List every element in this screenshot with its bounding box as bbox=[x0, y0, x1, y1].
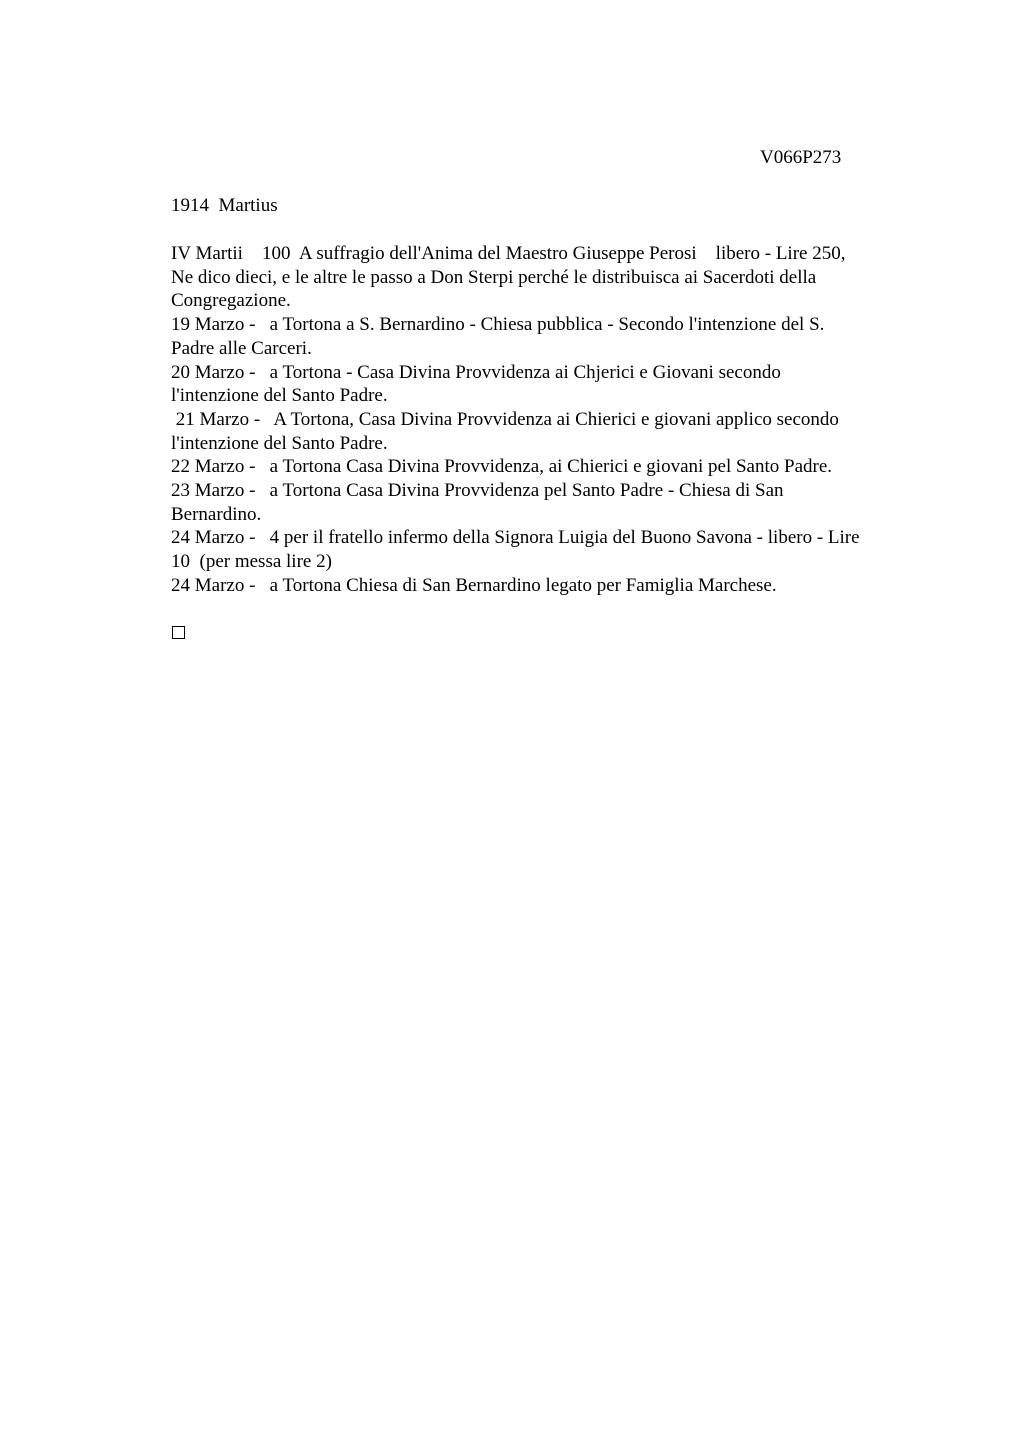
text-line: Bernardino. bbox=[171, 503, 262, 525]
document-body bbox=[171, 242, 931, 598]
text-line: Padre alle Carceri. bbox=[171, 337, 312, 359]
empty-square-icon bbox=[172, 626, 185, 639]
text-line: 20 Marzo - a Tortona - Casa Divina Provvidenza ai Chjerici e Giovani secondo bbox=[171, 361, 781, 383]
text-line: Ne dico dieci, e le altre le passo a Don Sterpi perché le distribuisca ai Sacerdoti della bbox=[171, 266, 817, 288]
text-line: 24 Marzo - a Tortona Chiesa di San Bernardino legato per Famiglia Marchese. bbox=[171, 574, 777, 596]
text-line: Congregazione. bbox=[171, 290, 291, 312]
text-line: 22 Marzo - a Tortona Casa Divina Provvidenza, ai Chierici e giovani pel Santo Padre. bbox=[171, 456, 833, 478]
text-line: IV Martii 100 A suffragio dell'Anima del Maestro Giuseppe Perosi libero - Lire 250, bbox=[171, 243, 846, 264]
text-line: l'intenzione del Santo Padre. bbox=[171, 385, 388, 407]
document-heading: 1914 Martius bbox=[171, 195, 278, 216]
text-line: 23 Marzo - a Tortona Casa Divina Provvidenza pel Santo Padre - Chiesa di San bbox=[171, 480, 784, 502]
text-line: 24 Marzo - 4 per il fratello infermo della Signora Luigia del Buono Savona - libero - Lire bbox=[171, 527, 860, 549]
text-line: 21 Marzo - A Tortona, Casa Divina Provvidenza ai Chierici e giovani applico secondo bbox=[171, 408, 839, 430]
text-line: 19 Marzo - a Tortona a S. Bernardino - Chiesa pubblica - Secondo l'intenzione del S. bbox=[171, 314, 825, 336]
text-line: l'intenzione del Santo Padre. bbox=[171, 432, 388, 454]
text-line: 10 (per messa lire 2) bbox=[171, 551, 332, 573]
page-code: V066P273 bbox=[760, 147, 842, 168]
